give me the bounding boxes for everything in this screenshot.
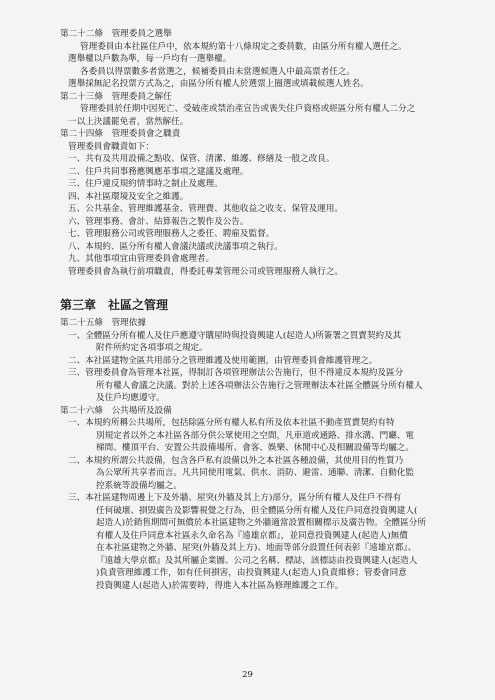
article-26-item-line: 三、本社區建物周邊上下及外牆、屋突(外牆及其上方)部分，區分所有權人及住戶不得有 bbox=[68, 493, 402, 503]
article-24-heading: 第二十四條 管理委員會之職責 bbox=[60, 129, 181, 139]
article-25-heading: 第二十五條 管理依據 bbox=[60, 318, 146, 328]
article-22-heading: 第二十二條 管理委員之選舉 bbox=[60, 29, 172, 39]
article-26-item-line: 梯間、樓頂平台、安置公共設備場所、會客、娛樂、休閒中心及相關設備等均屬之。 bbox=[96, 443, 414, 453]
article-26-item-line: 別規定者以外之本社區各部分供公眾使用之空間，凡車道或通路、排水溝、門廳、電 bbox=[96, 430, 414, 441]
article-22-line: 管理委員由本社區住戶中，依本規約第十八條規定之委員數，由區分所有權人選任之。 bbox=[80, 41, 407, 52]
article-24-item: 五、公共基金、管理維護基金、管理費、其他收益之收支、保管及運用。 bbox=[68, 204, 344, 214]
article-26-item-line: 一、本規約所稱公共場所，包括除區分所有權人私有所及依本社區不動產買賣契約有特 bbox=[68, 418, 395, 428]
chapter-title: 第三章 社區之管理 bbox=[60, 298, 169, 312]
article-26-item-line: 二、本規約所謂公共設備，包含各戶私有設備以外之本社區各種設備，其使用目的性質乃 bbox=[68, 455, 404, 466]
article-25-item-line: 及住戶均應遵守。 bbox=[96, 393, 165, 403]
article-24-item: 三、住戶違反規約情事時之制止及處理。 bbox=[68, 179, 223, 189]
article-24-item: 二、住戶共同事務應興應革事項之建議及處理。 bbox=[68, 166, 249, 177]
article-26-item-line: )負責管理維護工作，如有任何損害，由投資興建人(起造人)負責維修；管委會同意 bbox=[96, 568, 407, 578]
article-26-item-line: 投資興建人(起造人)於需要時，得進入本社區為修理維護之工作。 bbox=[96, 580, 344, 591]
article-26-item-line: 有權人及住戶同意本社區永久命名為『遠雄京都』，並同意投資興建人(起造人)無償 bbox=[96, 530, 408, 541]
article-25-item-line: 三、管理委員會為管理本社區，得制訂各項管理辦法公告施行，但不得違反本規約及區分 bbox=[68, 368, 404, 378]
section-spacer bbox=[60, 278, 460, 290]
article-26-item-line: 為公眾所共享者而言。凡共同使用電氣、供水、消防、避雷、通聯、清潔、自動化監 bbox=[96, 468, 414, 478]
article-24-item: 六、管理事務、會計、結算報告之製作及公告。 bbox=[68, 216, 249, 227]
article-26-item-line: 任何破壞、損毀廣告及影響視覺之行為，但全體區分所有權人及住戶同意投資興建人( bbox=[96, 505, 418, 516]
article-24-item: 七、管理服務公司或管理服務人之委任、聘雇及監督。 bbox=[68, 229, 275, 239]
article-23-heading: 第二十三條 管理委員之解任 bbox=[60, 91, 172, 102]
article-22-line: 選舉權以戶數為準，每一戶均有一選舉權。 bbox=[68, 54, 232, 64]
article-26-heading: 第二十六條 公共場所及設備 bbox=[60, 405, 172, 416]
article-26-item-line: 控系統等設備均屬之。 bbox=[96, 480, 182, 491]
page-content bbox=[60, 28, 460, 592]
article-24-closing: 管理委員會為執行前項職責，得委託專業管理公司或管理服務人執行之。 bbox=[68, 266, 344, 277]
article-24-item: 九、其他事項宜由管理委員會處理者。 bbox=[68, 254, 215, 264]
article-25-item-line: 一、全體區分所有權人及住戶應遵守購屋時與投資興建人(起造人)所簽署之買賣契約及其 bbox=[68, 330, 402, 341]
article-25-item-line: 二、本社區建物全區共用部分之管理維護及使用範圍，由管理委員會維護管理之。 bbox=[68, 355, 378, 366]
article-24-intro: 管理委員會職責如下： bbox=[68, 141, 154, 152]
page-number: 29 bbox=[242, 670, 253, 680]
article-25-item-line: 附件所約定各項事項之規定。 bbox=[96, 343, 208, 353]
article-22-line: 選舉採無記名投票方式為之，由區分所有權人於選票上圈選或填載候選人姓名。 bbox=[68, 79, 369, 89]
article-24-item: 一、共有及共用設備之點收、保管、清潔、維護、修繕及一般之改良。 bbox=[68, 154, 335, 164]
article-26-item-line: 在本社區建物之外牆、屋突(外牆及其上方)、地面等部分設置任何表彰『遠雄京都』、 bbox=[96, 543, 417, 553]
article-24-item: 八、本規約、區分所有權人會議決議或決議事項之執行。 bbox=[68, 241, 283, 252]
article-23-line: 管理委員於任期中因死亡、受破產或禁治產宣告或喪失住戶資格或經區分所有權人二分之 bbox=[80, 104, 416, 114]
article-23-line: 一以上決議罷免者，當然解任。 bbox=[68, 116, 189, 127]
article-22-line: 各委員以得票數多者當選之，候補委員由未當選候選人中最高票者任之。 bbox=[80, 66, 356, 77]
article-25-item-line: 所有權人會議之決議。對於上述各項辦法公告施行之管理辦法本社區全體區分所有權人 bbox=[96, 380, 423, 391]
article-26-item-line: 起造人)於銷售期間可無償於本社區建物之外牆適當設置相關標示及廣告物。全體區分所 bbox=[96, 518, 426, 528]
article-26-item-line: 『遠雄大學京都』及其所屬企業圖、公司之名稱、標誌，該標誌由投資興建人(起造人 bbox=[96, 555, 418, 566]
article-24-item: 四、本社區環境及安全之維護。 bbox=[68, 191, 189, 202]
